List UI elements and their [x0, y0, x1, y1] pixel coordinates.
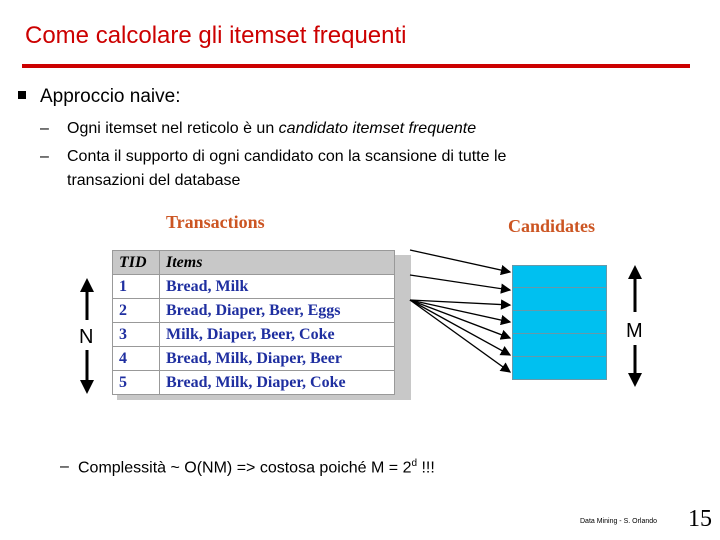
dash-icon: – [40, 120, 49, 137]
scan-arrow [410, 300, 510, 305]
complexity-text [78, 458, 435, 477]
scan-arrow [410, 250, 510, 272]
items-cell: Bread, Diaper, Beer, Eggs [160, 299, 395, 323]
complexity-suffix: !!! [417, 459, 435, 477]
items-cell: Milk, Diaper, Beer, Coke [160, 323, 395, 347]
tid-cell: 5 [113, 371, 160, 395]
n-label: N [79, 326, 94, 348]
footer-credit: Data Mining - S. Orlando [580, 518, 658, 525]
header-tid: TID [113, 251, 160, 275]
sub2-line2: transazioni del database [67, 172, 241, 189]
items-cell: Bread, Milk, Diaper, Coke [160, 371, 395, 395]
arrow-up-icon [628, 265, 642, 279]
scan-arrow [410, 275, 510, 290]
page-number: 15 [688, 506, 712, 532]
arrow-down-icon [80, 380, 94, 394]
dash-icon: – [40, 148, 49, 165]
slide-title: Come calcolare gli itemset frequenti [25, 22, 407, 49]
tid-cell: 1 [113, 275, 160, 299]
header-items: Items [160, 251, 395, 275]
tid-cell: 3 [113, 323, 160, 347]
scan-arrows [410, 250, 510, 372]
sub1-text: Ogni itemset nel reticolo è un [67, 120, 279, 137]
sub2-line1: Conta il supporto di ogni candidato con la scansione di tutte le [67, 148, 507, 165]
candidates-title: Candidates [508, 216, 596, 236]
tid-cell: 2 [113, 299, 160, 323]
complexity-sup: d [411, 458, 418, 469]
transactions-title: Transactions [166, 212, 265, 232]
items-cell: Bread, Milk, Diaper, Beer [160, 347, 395, 371]
items-cell: Bread, Milk [160, 275, 395, 299]
complexity-prefix: Complessità ~ O(NM) => costosa poiché M = 2 [78, 459, 412, 477]
arrow-down-icon [628, 373, 642, 387]
sub1-italic: candidato itemset frequente [278, 120, 477, 137]
m-label: M [626, 320, 643, 342]
scan-arrow [410, 300, 510, 355]
bullet-text: Approccio naive: [40, 86, 181, 107]
arrow-up-icon [80, 278, 94, 292]
dash-icon: – [60, 458, 69, 475]
tid-cell: 4 [113, 347, 160, 371]
